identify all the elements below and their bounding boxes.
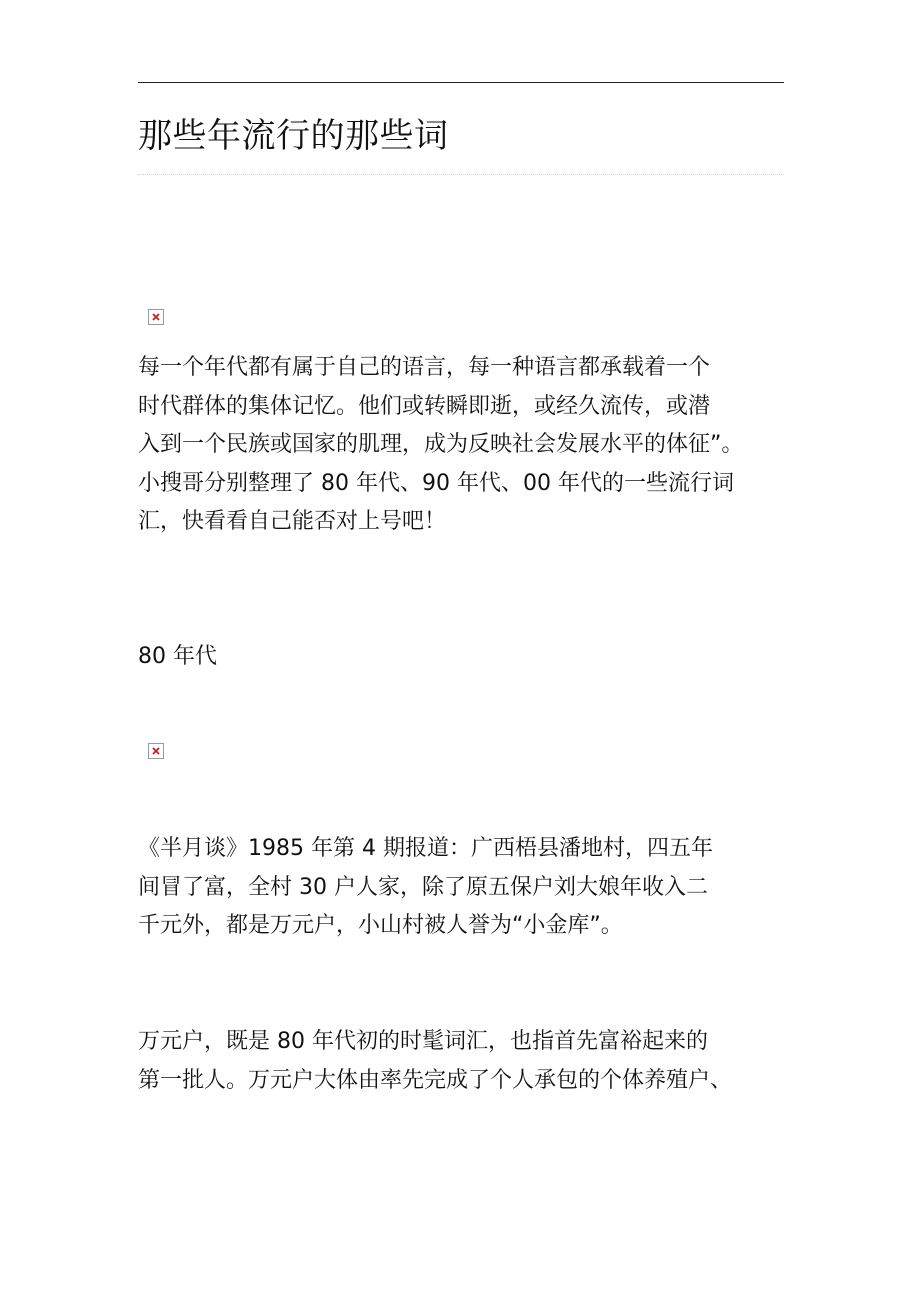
- article-title: 那些年流行的那些词: [138, 116, 449, 156]
- paragraph-line: 间冒了富，全村 30 户人家，除了原五保户刘大娘年收入二: [138, 874, 708, 900]
- intro-line: 入到一个民族或国家的肌理，成为反映社会发展水平的体征”。: [138, 432, 744, 457]
- broken-image-icon: [148, 309, 164, 325]
- broken-image-icon: [148, 743, 164, 759]
- paragraph-line: 万元户，既是 80 年代初的时髦词汇，也指首先富裕起来的: [138, 1029, 708, 1054]
- paragraph-banyuetan: [138, 830, 784, 946]
- intro-line: 时代群体的集体记忆。他们或转瞬即逝，或经久流传，或潜: [138, 393, 711, 419]
- intro-line: 小搜哥分别整理了 80 年代、90 年代、00 年代的一些流行词: [138, 470, 734, 496]
- paragraph-line: 千元外，都是万元户，小山村被人誉为“小金库”。: [138, 913, 623, 938]
- title-divider: [138, 174, 784, 175]
- intro-line: 每一个年代都有属于自己的语言，每一种语言都承载着一个: [138, 355, 711, 380]
- paragraph-wanyuanhu: [138, 1023, 784, 1100]
- top-divider: [138, 82, 784, 83]
- intro-line: 汇，快看看自己能否对上号吧！: [138, 509, 447, 534]
- paragraph-line: 《半月谈》1985 年第 4 期报道：广西梧县潘地村，四五年: [138, 836, 713, 861]
- paragraph-line: 第一批人。万元户大体由率先完成了个人承包的个体养殖户、: [138, 1067, 733, 1093]
- intro-paragraph: [138, 349, 784, 542]
- section-heading-80s: 80 年代: [138, 644, 217, 669]
